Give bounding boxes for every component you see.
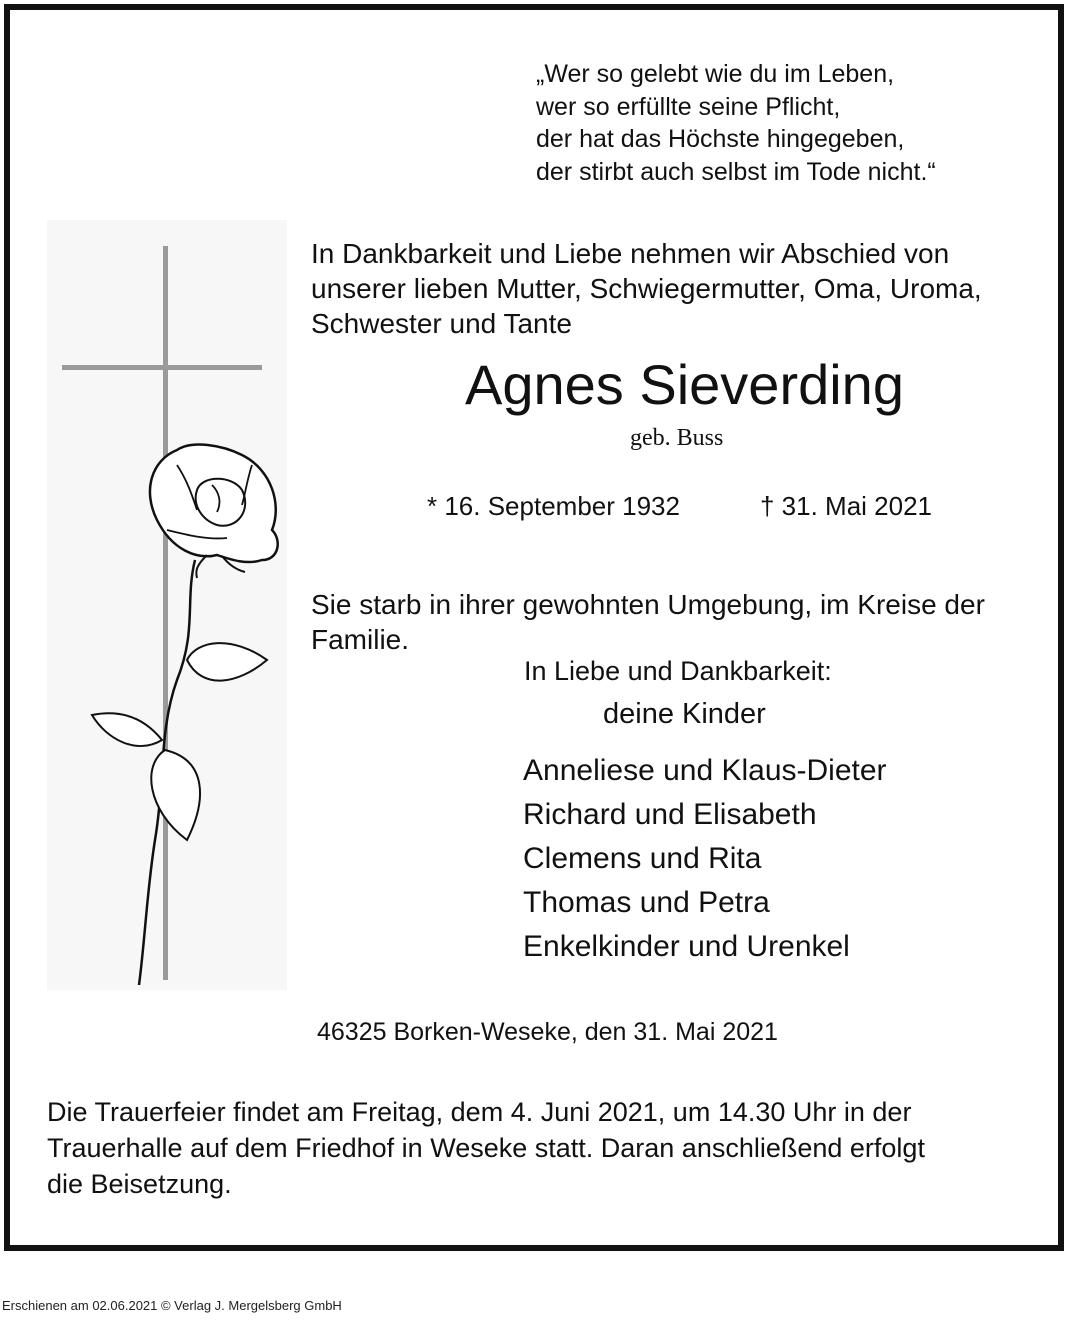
intro-text — [311, 236, 982, 341]
service-line: die Beisetzung. — [47, 1169, 232, 1199]
mourner-name: Clemens und Rita — [523, 842, 762, 875]
death-date: † 31. Mai 2021 — [760, 491, 933, 521]
publication-footer: Erschienen am 02.06.2021 © Verlag J. Mergelsberg GmbH — [2, 1298, 342, 1313]
quote-line: der hat das Höchste hingegeben, — [536, 125, 905, 153]
place-and-date: 46325 Borken-Weseke, den 31. Mai 2021 — [317, 1018, 778, 1046]
mourner-name: Thomas und Petra — [523, 886, 770, 919]
service-line: Die Trauerfeier findet am Freitag, dem 4. Juni 2021, um 14.30 Uhr in der — [47, 1097, 912, 1127]
intro-line: unserer lieben Mutter, Schwiegermutter, Oma, Uroma, — [311, 273, 982, 304]
circumstance-line: Sie starb in ihrer gewohnten Umgebung, im Kreise der — [311, 589, 985, 620]
quote-line: „Wer so gelebt wie du im Leben, — [536, 60, 895, 88]
mourners-list — [523, 749, 887, 969]
circumstance-text — [311, 587, 985, 657]
birth-date: * 16. September 1932 — [427, 491, 680, 521]
mourners-group: deine Kinder — [603, 698, 766, 730]
circumstance-line: Familie. — [311, 624, 410, 655]
quote-line: wer so erfüllte seine Pflicht, — [536, 92, 841, 121]
mourner-name: Enkelkinder und Urenkel — [523, 930, 850, 963]
cross-with-rose-icon — [47, 220, 287, 990]
funeral-service-text — [47, 1094, 925, 1202]
mourner-name: Richard und Elisabeth — [523, 798, 817, 831]
quote-line: der stirbt auch selbst im Tode nicht.“ — [536, 157, 936, 186]
intro-line: In Dankbarkeit und Liebe nehmen wir Abschied von — [311, 238, 950, 269]
service-line: Trauerhalle auf dem Friedhof in Weseke statt. Daran anschließend erfolgt — [47, 1133, 925, 1163]
maiden-name: geb. Buss — [630, 425, 724, 451]
memorial-quote — [536, 58, 936, 188]
intro-line: Schwester und Tante — [311, 308, 572, 339]
mourner-name: Anneliese und Klaus-Dieter — [523, 754, 887, 787]
deceased-name: Agnes Sieverding — [465, 353, 904, 416]
mourners-heading: In Liebe und Dankbarkeit: — [524, 656, 832, 686]
